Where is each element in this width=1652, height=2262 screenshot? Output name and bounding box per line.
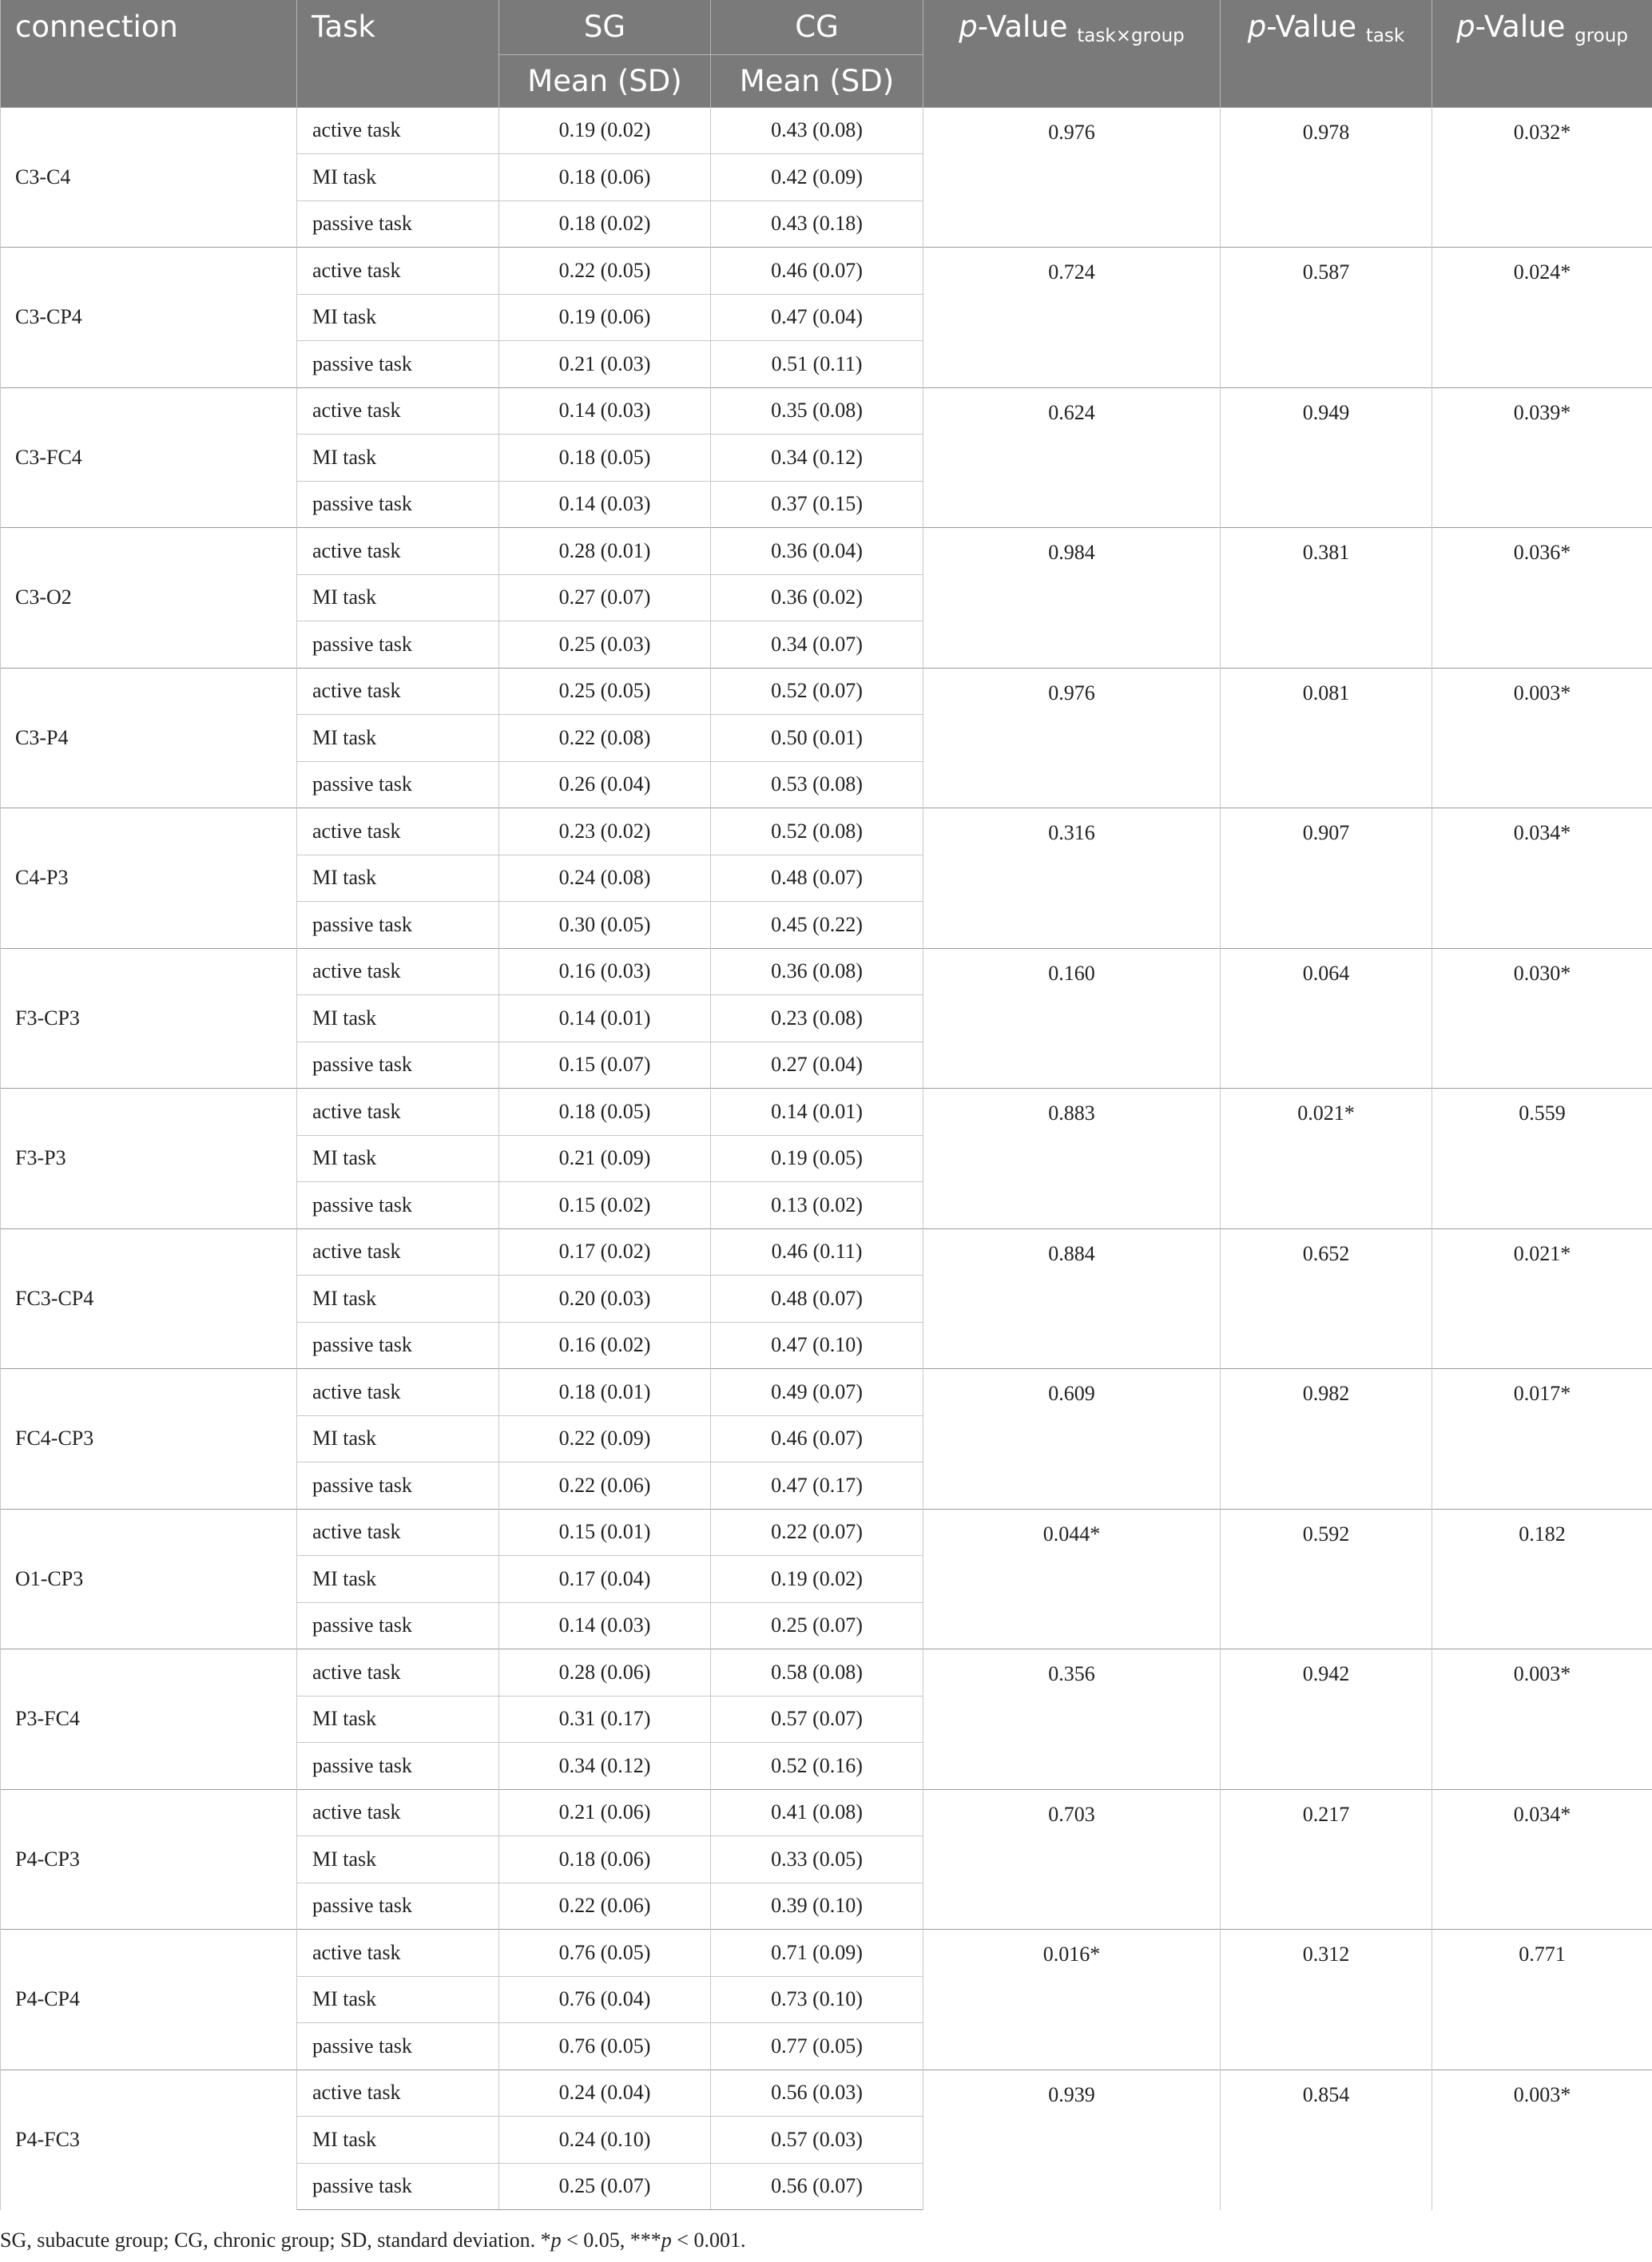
table-row xyxy=(1,1089,1652,1136)
sg-mean-cell: 0.16 (0.02) xyxy=(499,1322,711,1369)
table-row xyxy=(1,248,1652,295)
sg-mean-cell: 0.21 (0.03) xyxy=(499,341,711,388)
cg-mean-cell: 0.41 (0.08) xyxy=(711,1789,923,1836)
p-interaction-cell: 0.976 xyxy=(923,668,1221,808)
connection-cell: C4-P3 xyxy=(1,808,297,949)
sg-mean-cell: 0.14 (0.03) xyxy=(499,481,711,528)
sg-mean-cell: 0.25 (0.07) xyxy=(499,2163,711,2210)
cg-mean-cell: 0.52 (0.08) xyxy=(711,808,923,855)
sg-mean-cell: 0.76 (0.04) xyxy=(499,1976,711,2023)
sg-mean-cell: 0.34 (0.12) xyxy=(499,1743,711,1790)
cg-mean-cell: 0.35 (0.08) xyxy=(711,387,923,435)
sg-mean-cell: 0.14 (0.01) xyxy=(499,995,711,1042)
task-cell: passive task xyxy=(297,761,499,808)
p-subscript: task×group xyxy=(1077,26,1185,46)
p-task-cell: 0.592 xyxy=(1221,1509,1432,1649)
p-interaction-cell: 0.984 xyxy=(923,528,1221,669)
task-cell: MI task xyxy=(297,1556,499,1603)
p-task-cell: 0.021* xyxy=(1221,1089,1432,1229)
sg-mean-cell: 0.22 (0.06) xyxy=(499,1883,711,1930)
p-group-cell: 0.559 xyxy=(1432,1089,1652,1229)
task-cell: active task xyxy=(297,1789,499,1836)
cg-mean-cell: 0.52 (0.16) xyxy=(711,1743,923,1790)
cg-mean-cell: 0.53 (0.08) xyxy=(711,761,923,808)
cg-mean-cell: 0.34 (0.07) xyxy=(711,621,923,669)
cg-mean-cell: 0.51 (0.11) xyxy=(711,341,923,388)
p-group-cell: 0.003* xyxy=(1432,668,1652,808)
p-interaction-cell: 0.316 xyxy=(923,808,1221,949)
task-cell: passive task xyxy=(297,200,499,248)
p-task-cell: 0.064 xyxy=(1221,948,1432,1089)
p-interaction-cell: 0.044* xyxy=(923,1509,1221,1649)
connection-cell: F3-P3 xyxy=(1,1089,297,1229)
p-task-cell: 0.982 xyxy=(1221,1369,1432,1510)
sg-mean-cell: 0.15 (0.07) xyxy=(499,1042,711,1089)
sg-mean-cell: 0.17 (0.04) xyxy=(499,1556,711,1603)
sg-mean-cell: 0.19 (0.06) xyxy=(499,294,711,341)
task-cell: active task xyxy=(297,1930,499,1977)
task-cell: active task xyxy=(297,668,499,715)
p-interaction-cell: 0.884 xyxy=(923,1228,1221,1369)
task-cell: MI task xyxy=(297,1135,499,1182)
p-task-cell: 0.081 xyxy=(1221,668,1432,808)
p-interaction-cell: 0.939 xyxy=(923,2070,1221,2210)
task-cell: active task xyxy=(297,387,499,435)
task-cell: active task xyxy=(297,1228,499,1276)
sg-mean-cell: 0.15 (0.02) xyxy=(499,1182,711,1229)
sg-mean-cell: 0.24 (0.08) xyxy=(499,855,711,902)
task-cell: MI task xyxy=(297,1836,499,1883)
sg-mean-cell: 0.21 (0.06) xyxy=(499,1789,711,1836)
p-subscript: group xyxy=(1575,26,1628,46)
header-cg-mean-sd: Mean (SD) xyxy=(711,54,923,107)
table-row xyxy=(1,1369,1652,1416)
p-group-cell: 0.021* xyxy=(1432,1228,1652,1369)
sg-mean-cell: 0.18 (0.02) xyxy=(499,200,711,248)
sg-mean-cell: 0.22 (0.05) xyxy=(499,248,711,295)
cg-mean-cell: 0.34 (0.12) xyxy=(711,435,923,482)
sg-mean-cell: 0.22 (0.06) xyxy=(499,1462,711,1510)
p-task-cell: 0.907 xyxy=(1221,808,1432,949)
footnote-text: < 0.05, *** xyxy=(561,2228,661,2252)
table-footnote xyxy=(0,2228,745,2252)
task-cell: passive task xyxy=(297,1602,499,1649)
p-interaction-cell: 0.703 xyxy=(923,1789,1221,1930)
p-task-cell: 0.652 xyxy=(1221,1228,1432,1369)
table-header xyxy=(1,0,1652,107)
task-cell: MI task xyxy=(297,1415,499,1462)
table-row xyxy=(1,387,1652,435)
connection-cell: O1-CP3 xyxy=(1,1509,297,1649)
task-cell: active task xyxy=(297,1089,499,1136)
p-interaction-cell: 0.883 xyxy=(923,1089,1221,1229)
sg-mean-cell: 0.25 (0.03) xyxy=(499,621,711,669)
p-task-cell: 0.587 xyxy=(1221,248,1432,388)
sg-mean-cell: 0.18 (0.06) xyxy=(499,1836,711,1883)
p-interaction-cell: 0.016* xyxy=(923,1930,1221,2070)
cg-mean-cell: 0.22 (0.07) xyxy=(711,1509,923,1556)
header-connection: connection xyxy=(1,0,297,107)
connection-cell: P4-FC3 xyxy=(1,2070,297,2210)
cg-mean-cell: 0.36 (0.04) xyxy=(711,528,923,575)
sg-mean-cell: 0.76 (0.05) xyxy=(499,2023,711,2070)
sg-mean-cell: 0.20 (0.03) xyxy=(499,1276,711,1323)
cg-mean-cell: 0.42 (0.09) xyxy=(711,154,923,201)
sg-mean-cell: 0.25 (0.05) xyxy=(499,668,711,715)
connection-cell: P4-CP3 xyxy=(1,1789,297,1930)
footnote-p: p xyxy=(661,2228,672,2252)
cg-mean-cell: 0.19 (0.02) xyxy=(711,1556,923,1603)
cg-mean-cell: 0.57 (0.03) xyxy=(711,2117,923,2164)
task-cell: MI task xyxy=(297,2117,499,2164)
sg-mean-cell: 0.21 (0.09) xyxy=(499,1135,711,1182)
p-value-text: -Value xyxy=(1475,10,1566,44)
connection-cell: C3-FC4 xyxy=(1,387,297,528)
table-row xyxy=(1,668,1652,715)
p-interaction-cell: 0.724 xyxy=(923,248,1221,388)
sg-mean-cell: 0.24 (0.10) xyxy=(499,2117,711,2164)
table-row xyxy=(1,1789,1652,1836)
task-cell: MI task xyxy=(297,574,499,621)
cg-mean-cell: 0.37 (0.15) xyxy=(711,481,923,528)
cg-mean-cell: 0.71 (0.09) xyxy=(711,1930,923,1977)
sg-mean-cell: 0.24 (0.04) xyxy=(499,2070,711,2117)
connection-cell: F3-CP3 xyxy=(1,948,297,1089)
p-task-cell: 0.217 xyxy=(1221,1789,1432,1930)
task-cell: passive task xyxy=(297,1883,499,1930)
p-interaction-cell: 0.356 xyxy=(923,1649,1221,1790)
connection-cell: C3-CP4 xyxy=(1,248,297,388)
header-p-task xyxy=(1221,0,1432,107)
table-row xyxy=(1,1509,1652,1556)
p-task-cell: 0.854 xyxy=(1221,2070,1432,2210)
cg-mean-cell: 0.50 (0.01) xyxy=(711,715,923,762)
sg-mean-cell: 0.22 (0.08) xyxy=(499,715,711,762)
task-cell: active task xyxy=(297,1369,499,1416)
task-cell: passive task xyxy=(297,1462,499,1510)
p-italic: p xyxy=(1247,10,1267,44)
cg-mean-cell: 0.73 (0.10) xyxy=(711,1976,923,2023)
cg-mean-cell: 0.56 (0.07) xyxy=(711,2163,923,2210)
connection-cell: P3-FC4 xyxy=(1,1649,297,1790)
p-task-cell: 0.942 xyxy=(1221,1649,1432,1790)
task-cell: passive task xyxy=(297,902,499,949)
task-cell: MI task xyxy=(297,715,499,762)
cg-mean-cell: 0.48 (0.07) xyxy=(711,855,923,902)
cg-mean-cell: 0.43 (0.18) xyxy=(711,200,923,248)
cg-mean-cell: 0.25 (0.07) xyxy=(711,1602,923,1649)
cg-mean-cell: 0.36 (0.02) xyxy=(711,574,923,621)
task-cell: active task xyxy=(297,248,499,295)
sg-mean-cell: 0.18 (0.05) xyxy=(499,1089,711,1136)
p-group-cell: 0.030* xyxy=(1432,948,1652,1089)
cg-mean-cell: 0.27 (0.04) xyxy=(711,1042,923,1089)
table-row xyxy=(1,107,1652,154)
p-task-cell: 0.949 xyxy=(1221,387,1432,528)
table-row xyxy=(1,808,1652,855)
task-cell: active task xyxy=(297,2070,499,2117)
p-interaction-cell: 0.624 xyxy=(923,387,1221,528)
cg-mean-cell: 0.52 (0.07) xyxy=(711,668,923,715)
sg-mean-cell: 0.19 (0.02) xyxy=(499,107,711,154)
cg-mean-cell: 0.56 (0.03) xyxy=(711,2070,923,2117)
sg-mean-cell: 0.27 (0.07) xyxy=(499,574,711,621)
connection-cell: P4-CP4 xyxy=(1,1930,297,2070)
p-group-cell: 0.771 xyxy=(1432,1930,1652,2070)
task-cell: MI task xyxy=(297,995,499,1042)
cg-mean-cell: 0.36 (0.08) xyxy=(711,948,923,995)
p-group-cell: 0.034* xyxy=(1432,808,1652,949)
header-task: Task xyxy=(297,0,499,107)
footnote-text: SG, subacute group; CG, chronic group; SD, standard deviation. * xyxy=(0,2228,551,2252)
cg-mean-cell: 0.47 (0.17) xyxy=(711,1462,923,1510)
task-cell: passive task xyxy=(297,481,499,528)
p-task-cell: 0.381 xyxy=(1221,528,1432,669)
sg-mean-cell: 0.22 (0.09) xyxy=(499,1415,711,1462)
cg-mean-cell: 0.58 (0.08) xyxy=(711,1649,923,1696)
cg-mean-cell: 0.49 (0.07) xyxy=(711,1369,923,1416)
task-cell: passive task xyxy=(297,1743,499,1790)
sg-mean-cell: 0.23 (0.02) xyxy=(499,808,711,855)
table-row xyxy=(1,528,1652,575)
sg-mean-cell: 0.28 (0.01) xyxy=(499,528,711,575)
p-group-cell: 0.182 xyxy=(1432,1509,1652,1649)
p-group-cell: 0.036* xyxy=(1432,528,1652,669)
p-group-cell: 0.039* xyxy=(1432,387,1652,528)
cg-mean-cell: 0.46 (0.11) xyxy=(711,1228,923,1276)
header-cg: CG xyxy=(711,0,923,54)
sg-mean-cell: 0.14 (0.03) xyxy=(499,387,711,435)
p-value-text: -Value xyxy=(1266,10,1357,44)
cg-mean-cell: 0.19 (0.05) xyxy=(711,1135,923,1182)
sg-mean-cell: 0.17 (0.02) xyxy=(499,1228,711,1276)
p-value-text: -Value xyxy=(977,10,1068,44)
table-row xyxy=(1,1930,1652,1977)
p-interaction-cell: 0.160 xyxy=(923,948,1221,1089)
header-p-interaction xyxy=(923,0,1221,107)
cg-mean-cell: 0.46 (0.07) xyxy=(711,1415,923,1462)
cg-mean-cell: 0.39 (0.10) xyxy=(711,1883,923,1930)
p-task-cell: 0.978 xyxy=(1221,107,1432,248)
cg-mean-cell: 0.57 (0.07) xyxy=(711,1696,923,1743)
header-p-group xyxy=(1432,0,1652,107)
connection-cell: FC4-CP3 xyxy=(1,1369,297,1510)
table-body xyxy=(1,107,1652,2210)
table-row xyxy=(1,1649,1652,1696)
task-cell: active task xyxy=(297,808,499,855)
cg-mean-cell: 0.48 (0.07) xyxy=(711,1276,923,1323)
task-cell: MI task xyxy=(297,294,499,341)
task-cell: MI task xyxy=(297,1276,499,1323)
sg-mean-cell: 0.15 (0.01) xyxy=(499,1509,711,1556)
task-cell: passive task xyxy=(297,1182,499,1229)
sg-mean-cell: 0.14 (0.03) xyxy=(499,1602,711,1649)
table-row xyxy=(1,1228,1652,1276)
sg-mean-cell: 0.76 (0.05) xyxy=(499,1930,711,1977)
sg-mean-cell: 0.26 (0.04) xyxy=(499,761,711,808)
task-cell: passive task xyxy=(297,341,499,388)
p-group-cell: 0.034* xyxy=(1432,1789,1652,1930)
table-row xyxy=(1,2070,1652,2117)
p-subscript: task xyxy=(1365,26,1405,46)
connection-cell: C3-P4 xyxy=(1,668,297,808)
cg-mean-cell: 0.14 (0.01) xyxy=(711,1089,923,1136)
cg-mean-cell: 0.47 (0.04) xyxy=(711,294,923,341)
task-cell: MI task xyxy=(297,1976,499,2023)
task-cell: MI task xyxy=(297,154,499,201)
p-group-cell: 0.003* xyxy=(1432,2070,1652,2210)
p-task-cell: 0.312 xyxy=(1221,1930,1432,2070)
p-group-cell: 0.003* xyxy=(1432,1649,1652,1790)
sg-mean-cell: 0.16 (0.03) xyxy=(499,948,711,995)
task-cell: MI task xyxy=(297,855,499,902)
p-group-cell: 0.017* xyxy=(1432,1369,1652,1510)
footnote-text: < 0.001. xyxy=(671,2228,746,2252)
cg-mean-cell: 0.43 (0.08) xyxy=(711,107,923,154)
task-cell: active task xyxy=(297,107,499,154)
cg-mean-cell: 0.45 (0.22) xyxy=(711,902,923,949)
task-cell: passive task xyxy=(297,1042,499,1089)
connection-cell: C3-O2 xyxy=(1,528,297,669)
sg-mean-cell: 0.28 (0.06) xyxy=(499,1649,711,1696)
connection-cell: FC3-CP4 xyxy=(1,1228,297,1369)
p-group-cell: 0.032* xyxy=(1432,107,1652,248)
cg-mean-cell: 0.23 (0.08) xyxy=(711,995,923,1042)
sg-mean-cell: 0.30 (0.05) xyxy=(499,902,711,949)
p-italic: p xyxy=(959,10,978,44)
header-sg: SG xyxy=(499,0,711,54)
cg-mean-cell: 0.33 (0.05) xyxy=(711,1836,923,1883)
cg-mean-cell: 0.47 (0.10) xyxy=(711,1322,923,1369)
cg-mean-cell: 0.13 (0.02) xyxy=(711,1182,923,1229)
task-cell: passive task xyxy=(297,1322,499,1369)
task-cell: passive task xyxy=(297,2023,499,2070)
task-cell: active task xyxy=(297,528,499,575)
header-sg-mean-sd: Mean (SD) xyxy=(499,54,711,107)
task-cell: passive task xyxy=(297,2163,499,2210)
cg-mean-cell: 0.46 (0.07) xyxy=(711,248,923,295)
sg-mean-cell: 0.31 (0.17) xyxy=(499,1696,711,1743)
cg-mean-cell: 0.77 (0.05) xyxy=(711,2023,923,2070)
p-interaction-cell: 0.976 xyxy=(923,107,1221,248)
sg-mean-cell: 0.18 (0.06) xyxy=(499,154,711,201)
p-italic: p xyxy=(1456,10,1475,44)
task-cell: active task xyxy=(297,948,499,995)
p-interaction-cell: 0.609 xyxy=(923,1369,1221,1510)
task-cell: active task xyxy=(297,1509,499,1556)
task-cell: passive task xyxy=(297,621,499,669)
task-cell: MI task xyxy=(297,1696,499,1743)
p-group-cell: 0.024* xyxy=(1432,248,1652,388)
footnote-p: p xyxy=(550,2228,562,2252)
task-cell: MI task xyxy=(297,435,499,482)
table-row xyxy=(1,948,1652,995)
task-cell: active task xyxy=(297,1649,499,1696)
sg-mean-cell: 0.18 (0.05) xyxy=(499,435,711,482)
connection-cell: C3-C4 xyxy=(1,107,297,248)
sg-mean-cell: 0.18 (0.01) xyxy=(499,1369,711,1416)
